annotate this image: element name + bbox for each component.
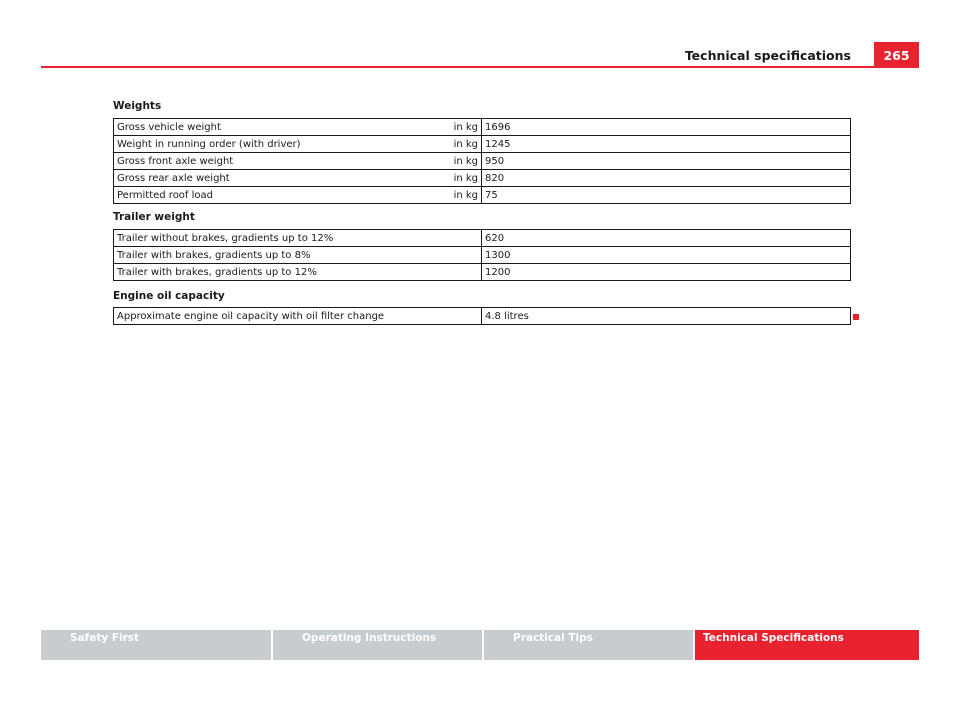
table-row xyxy=(114,119,851,136)
table-row xyxy=(114,153,851,170)
row-value: 75 xyxy=(482,187,851,204)
row-value: 4.8 litres xyxy=(482,308,851,325)
row-label: Gross vehicle weight xyxy=(114,119,414,136)
row-value: 820 xyxy=(482,170,851,187)
footer-navigation xyxy=(41,630,919,660)
row-label: Approximate engine oil capacity with oil filter change xyxy=(114,308,482,325)
table-row xyxy=(114,247,851,264)
trailer-weight-table xyxy=(113,229,851,281)
row-value: 1245 xyxy=(482,136,851,153)
header-divider xyxy=(41,66,919,68)
table-row xyxy=(114,170,851,187)
row-value: 1200 xyxy=(482,264,851,281)
trailer-weight-heading: Trailer weight xyxy=(113,211,195,223)
row-value: 1300 xyxy=(482,247,851,264)
row-unit: in kg xyxy=(414,187,482,204)
row-unit: in kg xyxy=(414,136,482,153)
weights-table xyxy=(113,118,851,204)
row-label: Permitted roof load xyxy=(114,187,414,204)
footer-tab-technical-specifications[interactable]: Technical Specifications xyxy=(695,630,919,660)
footer-tab-operating-instructions[interactable]: Operating Instructions xyxy=(273,630,484,660)
table-row xyxy=(114,187,851,204)
row-value: 620 xyxy=(482,230,851,247)
row-label: Trailer without brakes, gradients up to 12% xyxy=(114,230,482,247)
page-header-title: Technical specifications xyxy=(684,48,851,63)
weights-heading: Weights xyxy=(113,100,162,112)
row-value: 950 xyxy=(482,153,851,170)
engine-oil-heading: Engine oil capacity xyxy=(113,290,225,302)
row-label: Trailer with brakes, gradients up to 8% xyxy=(114,247,482,264)
section-end-marker-icon xyxy=(853,314,859,320)
row-value: 1696 xyxy=(482,119,851,136)
table-row xyxy=(114,136,851,153)
table-row xyxy=(114,230,851,247)
table-row xyxy=(114,264,851,281)
row-label: Gross front axle weight xyxy=(114,153,414,170)
footer-tab-practical-tips[interactable]: Practical Tips xyxy=(484,630,695,660)
row-label: Weight in running order (with driver) xyxy=(114,136,414,153)
row-unit: in kg xyxy=(414,153,482,170)
engine-oil-table xyxy=(113,307,851,325)
row-label: Trailer with brakes, gradients up to 12% xyxy=(114,264,482,281)
page-number-badge: 265 xyxy=(874,42,919,66)
row-unit: in kg xyxy=(414,119,482,136)
row-label: Gross rear axle weight xyxy=(114,170,414,187)
footer-tab-safety-first[interactable]: Safety First xyxy=(41,630,273,660)
table-row xyxy=(114,308,851,325)
row-unit: in kg xyxy=(414,170,482,187)
